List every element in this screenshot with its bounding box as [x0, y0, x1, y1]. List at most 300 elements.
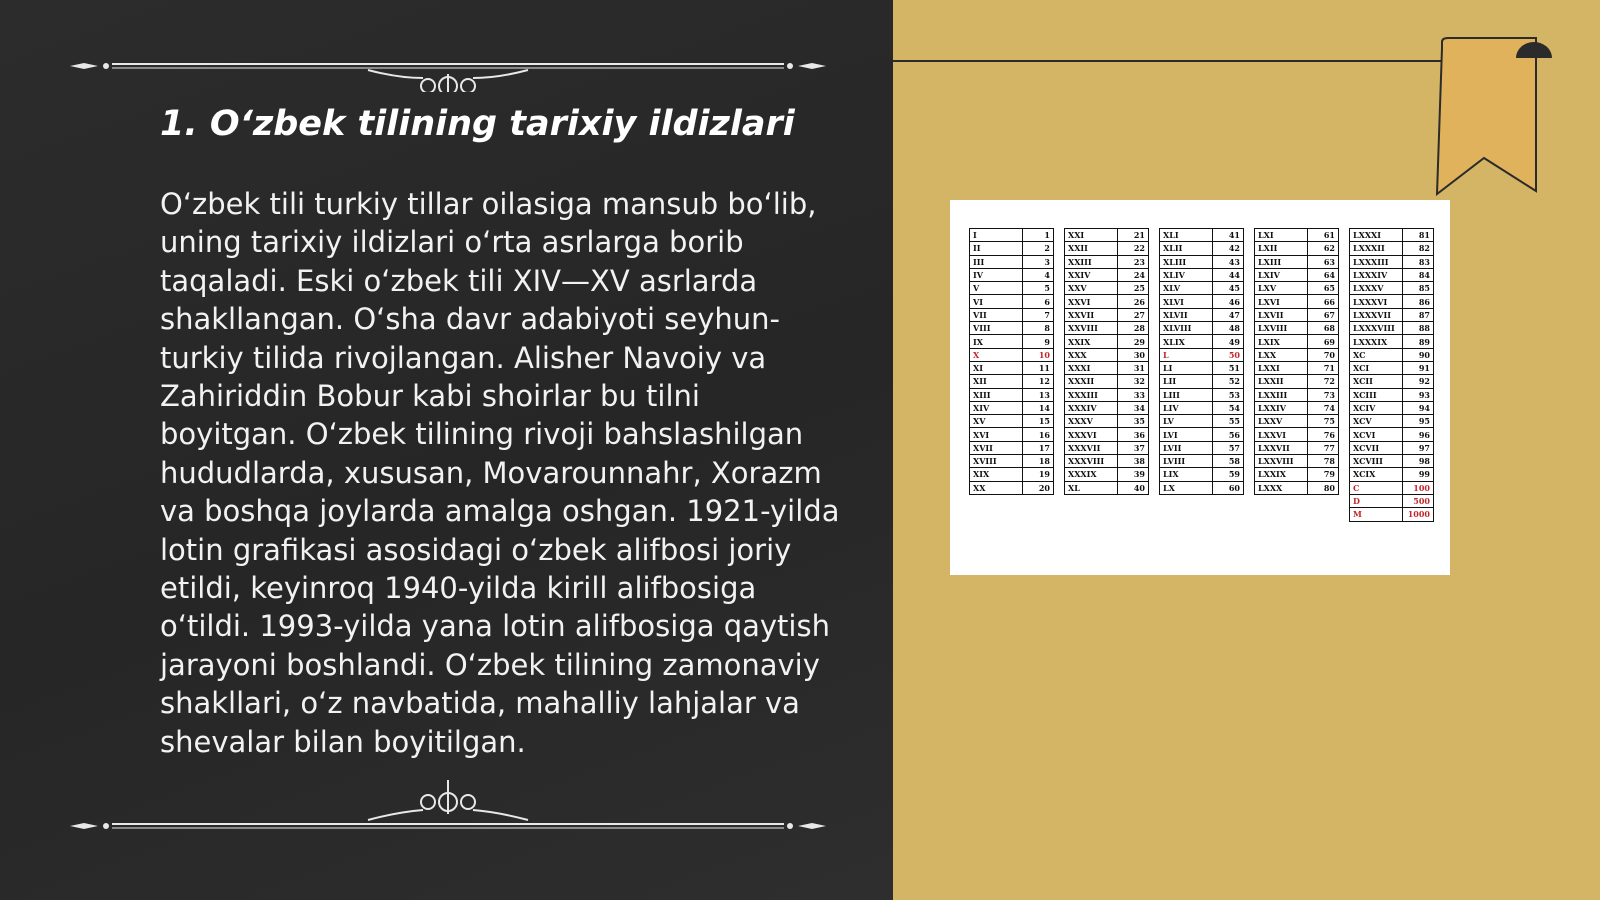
arabic-value: 93	[1403, 388, 1434, 401]
table-row	[1065, 348, 1149, 361]
arabic-value: 88	[1403, 322, 1434, 335]
table-row	[970, 441, 1054, 454]
roman-numeral: LXXIX	[1255, 468, 1308, 481]
table-row	[1350, 401, 1434, 414]
arabic-value: 12	[1023, 375, 1054, 388]
table-row	[1350, 229, 1434, 242]
arabic-value: 7	[1023, 308, 1054, 321]
arabic-value: 52	[1213, 375, 1244, 388]
arabic-value: 69	[1308, 335, 1339, 348]
arabic-value: 100	[1403, 481, 1434, 494]
table-row	[1160, 255, 1244, 268]
roman-numeral: XXXIII	[1065, 388, 1118, 401]
table-row	[1065, 295, 1149, 308]
table-row	[1350, 295, 1434, 308]
table-row	[1350, 494, 1434, 507]
table-row	[1350, 455, 1434, 468]
arabic-value: 40	[1118, 481, 1149, 494]
table-row	[1160, 282, 1244, 295]
arabic-value: 29	[1118, 335, 1149, 348]
table-row	[970, 348, 1054, 361]
roman-numeral: III	[970, 255, 1023, 268]
arabic-value: 19	[1023, 468, 1054, 481]
arabic-value: 45	[1213, 282, 1244, 295]
table-row	[1160, 348, 1244, 361]
table-row	[1065, 322, 1149, 335]
arabic-value: 67	[1308, 308, 1339, 321]
roman-numeral: D	[1350, 494, 1403, 507]
arabic-value: 42	[1213, 242, 1244, 255]
table-row	[1160, 428, 1244, 441]
roman-numeral: X	[970, 348, 1023, 361]
table-row	[1350, 361, 1434, 374]
arabic-value: 31	[1118, 361, 1149, 374]
roman-numeral: VIII	[970, 322, 1023, 335]
table-row	[1255, 308, 1339, 321]
table-row	[1350, 415, 1434, 428]
roman-numeral: XXXI	[1065, 361, 1118, 374]
arabic-value: 59	[1213, 468, 1244, 481]
table-row	[970, 361, 1054, 374]
roman-numeral: XXV	[1065, 282, 1118, 295]
table-row	[1255, 348, 1339, 361]
arabic-value: 85	[1403, 282, 1434, 295]
roman-numeral: LXIV	[1255, 268, 1308, 281]
table-row	[1065, 415, 1149, 428]
table-row	[970, 308, 1054, 321]
roman-numeral: XXVI	[1065, 295, 1118, 308]
top-ornament-icon	[68, 42, 828, 92]
table-row	[1160, 295, 1244, 308]
roman-numeral: LXXXV	[1350, 282, 1403, 295]
arabic-value: 63	[1308, 255, 1339, 268]
roman-numeral: LXIX	[1255, 335, 1308, 348]
arabic-value: 86	[1403, 295, 1434, 308]
arabic-value: 32	[1118, 375, 1149, 388]
table-row	[1065, 375, 1149, 388]
roman-numeral: XLVIII	[1160, 322, 1213, 335]
arabic-value: 9	[1023, 335, 1054, 348]
roman-numeral: LXVII	[1255, 308, 1308, 321]
table-row	[1350, 308, 1434, 321]
roman-numeral: LXXI	[1255, 361, 1308, 374]
arabic-value: 87	[1403, 308, 1434, 321]
table-row	[1255, 468, 1339, 481]
arabic-value: 99	[1403, 468, 1434, 481]
roman-table-column	[1159, 228, 1244, 495]
roman-numeral: XXIV	[1065, 268, 1118, 281]
roman-numeral: XCIV	[1350, 401, 1403, 414]
roman-numeral: XXXV	[1065, 415, 1118, 428]
arabic-value: 96	[1403, 428, 1434, 441]
arabic-value: 6	[1023, 295, 1054, 308]
arabic-value: 78	[1308, 455, 1339, 468]
roman-numeral: XXXVIII	[1065, 455, 1118, 468]
roman-numeral: XLIX	[1160, 335, 1213, 348]
table-row	[1255, 415, 1339, 428]
table-row	[970, 481, 1054, 494]
table-row	[1350, 335, 1434, 348]
arabic-value: 24	[1118, 268, 1149, 281]
table-row	[1160, 242, 1244, 255]
roman-numeral: VII	[970, 308, 1023, 321]
arabic-value: 77	[1308, 441, 1339, 454]
roman-numeral: LIII	[1160, 388, 1213, 401]
arabic-value: 14	[1023, 401, 1054, 414]
table-row	[1160, 308, 1244, 321]
arabic-value: 62	[1308, 242, 1339, 255]
roman-numeral: LXXVIII	[1255, 455, 1308, 468]
roman-numeral: V	[970, 282, 1023, 295]
table-row	[1065, 428, 1149, 441]
roman-numeral: XVIII	[970, 455, 1023, 468]
arabic-value: 55	[1213, 415, 1244, 428]
roman-table-column	[1349, 228, 1434, 522]
arabic-value: 84	[1403, 268, 1434, 281]
arabic-value: 79	[1308, 468, 1339, 481]
table-row	[970, 268, 1054, 281]
arabic-value: 3	[1023, 255, 1054, 268]
arabic-value: 11	[1023, 361, 1054, 374]
arabic-value: 95	[1403, 415, 1434, 428]
roman-numeral: XXXII	[1065, 375, 1118, 388]
roman-numeral: LII	[1160, 375, 1213, 388]
table-row	[1255, 361, 1339, 374]
roman-numeral: IX	[970, 335, 1023, 348]
roman-numeral: LXXXVIII	[1350, 322, 1403, 335]
arabic-value: 47	[1213, 308, 1244, 321]
arabic-value: 20	[1023, 481, 1054, 494]
roman-numeral: XIX	[970, 468, 1023, 481]
roman-numeral: XV	[970, 415, 1023, 428]
table-row	[1350, 388, 1434, 401]
table-row	[1065, 229, 1149, 242]
roman-numeral: XLVI	[1160, 295, 1213, 308]
roman-numeral: LXVI	[1255, 295, 1308, 308]
arabic-value: 41	[1213, 229, 1244, 242]
table-row	[1350, 255, 1434, 268]
table-row	[970, 322, 1054, 335]
roman-numeral: XCVII	[1350, 441, 1403, 454]
arabic-value: 74	[1308, 401, 1339, 414]
arabic-value: 48	[1213, 322, 1244, 335]
table-row	[1255, 229, 1339, 242]
arabic-value: 15	[1023, 415, 1054, 428]
arabic-value: 1000	[1403, 508, 1434, 521]
table-row	[970, 255, 1054, 268]
roman-numeral: XXXIV	[1065, 401, 1118, 414]
roman-table-column	[1254, 228, 1339, 495]
roman-numeral: XIV	[970, 401, 1023, 414]
arabic-value: 22	[1118, 242, 1149, 255]
table-row	[970, 335, 1054, 348]
roman-numeral: II	[970, 242, 1023, 255]
arabic-value: 92	[1403, 375, 1434, 388]
arabic-value: 17	[1023, 441, 1054, 454]
arabic-value: 46	[1213, 295, 1244, 308]
roman-numeral: LXIII	[1255, 255, 1308, 268]
arabic-value: 72	[1308, 375, 1339, 388]
roman-numeral: LI	[1160, 361, 1213, 374]
arabic-value: 66	[1308, 295, 1339, 308]
roman-numeral: LXXVI	[1255, 428, 1308, 441]
roman-numeral: LXXXIII	[1350, 255, 1403, 268]
roman-numeral: XXI	[1065, 229, 1118, 242]
arabic-value: 98	[1403, 455, 1434, 468]
roman-numeral: XLIV	[1160, 268, 1213, 281]
roman-numeral: XCI	[1350, 361, 1403, 374]
arabic-value: 97	[1403, 441, 1434, 454]
roman-numeral: LVIII	[1160, 455, 1213, 468]
roman-numeral: XCVI	[1350, 428, 1403, 441]
arabic-value: 34	[1118, 401, 1149, 414]
table-row	[1160, 455, 1244, 468]
arabic-value: 2	[1023, 242, 1054, 255]
table-row	[1255, 242, 1339, 255]
roman-numerals-image	[950, 200, 1450, 575]
table-row	[1160, 401, 1244, 414]
table-row	[1065, 255, 1149, 268]
roman-numeral: LXXIV	[1255, 401, 1308, 414]
table-row	[1160, 441, 1244, 454]
arabic-value: 53	[1213, 388, 1244, 401]
table-row	[1065, 455, 1149, 468]
arabic-value: 56	[1213, 428, 1244, 441]
table-row	[1255, 322, 1339, 335]
table-row	[1255, 255, 1339, 268]
arabic-value: 58	[1213, 455, 1244, 468]
roman-numeral: XXXIX	[1065, 468, 1118, 481]
table-row	[1160, 375, 1244, 388]
table-row	[1255, 375, 1339, 388]
bottom-ornament-icon	[68, 780, 828, 830]
table-row	[970, 295, 1054, 308]
roman-numeral: XLI	[1160, 229, 1213, 242]
table-row	[1065, 242, 1149, 255]
roman-numeral: LXV	[1255, 282, 1308, 295]
arabic-value: 64	[1308, 268, 1339, 281]
table-row	[1255, 335, 1339, 348]
divider-line	[893, 60, 1443, 62]
roman-numeral: XCIX	[1350, 468, 1403, 481]
arabic-value: 26	[1118, 295, 1149, 308]
roman-numeral: XIII	[970, 388, 1023, 401]
arabic-value: 49	[1213, 335, 1244, 348]
roman-numeral: LV	[1160, 415, 1213, 428]
arabic-value: 80	[1308, 481, 1339, 494]
roman-numeral: LXII	[1255, 242, 1308, 255]
roman-numeral: XLV	[1160, 282, 1213, 295]
roman-numeral: XLII	[1160, 242, 1213, 255]
arabic-value: 70	[1308, 348, 1339, 361]
arabic-value: 89	[1403, 335, 1434, 348]
roman-numeral: XVII	[970, 441, 1023, 454]
arabic-value: 61	[1308, 229, 1339, 242]
roman-numeral: L	[1160, 348, 1213, 361]
arabic-value: 91	[1403, 361, 1434, 374]
table-row	[970, 242, 1054, 255]
arabic-value: 28	[1118, 322, 1149, 335]
arabic-value: 50	[1213, 348, 1244, 361]
roman-numeral: LVII	[1160, 441, 1213, 454]
table-row	[1255, 455, 1339, 468]
roman-numeral: XLVII	[1160, 308, 1213, 321]
table-row	[1350, 441, 1434, 454]
roman-numeral: XXIII	[1065, 255, 1118, 268]
roman-numeral: IV	[970, 268, 1023, 281]
arabic-value: 1	[1023, 229, 1054, 242]
table-row	[970, 401, 1054, 414]
arabic-value: 57	[1213, 441, 1244, 454]
roman-numeral: XXX	[1065, 348, 1118, 361]
table-row	[1065, 468, 1149, 481]
arabic-value: 60	[1213, 481, 1244, 494]
table-row	[1065, 401, 1149, 414]
roman-numeral: LXI	[1255, 229, 1308, 242]
table-row	[1350, 348, 1434, 361]
arabic-value: 8	[1023, 322, 1054, 335]
roman-numeral: LXXXVI	[1350, 295, 1403, 308]
roman-numeral: LXXV	[1255, 415, 1308, 428]
table-row	[1160, 481, 1244, 494]
roman-numeral: XXIX	[1065, 335, 1118, 348]
roman-table-column	[969, 228, 1054, 495]
roman-numeral: VI	[970, 295, 1023, 308]
roman-numeral: XII	[970, 375, 1023, 388]
arabic-value: 82	[1403, 242, 1434, 255]
table-row	[1350, 375, 1434, 388]
roman-numeral: XCII	[1350, 375, 1403, 388]
roman-numeral: M	[1350, 508, 1403, 521]
roman-numeral: I	[970, 229, 1023, 242]
arabic-value: 90	[1403, 348, 1434, 361]
table-row	[1065, 282, 1149, 295]
table-row	[1350, 508, 1434, 521]
roman-numeral: XXVII	[1065, 308, 1118, 321]
roman-numeral: LXXXIV	[1350, 268, 1403, 281]
arabic-value: 36	[1118, 428, 1149, 441]
table-row	[1350, 481, 1434, 494]
table-row	[1255, 428, 1339, 441]
roman-table-column	[1064, 228, 1149, 495]
table-row	[1350, 282, 1434, 295]
table-row	[970, 388, 1054, 401]
table-row	[1255, 268, 1339, 281]
roman-numeral: XI	[970, 361, 1023, 374]
arabic-value: 83	[1403, 255, 1434, 268]
roman-numeral: LXXII	[1255, 375, 1308, 388]
roman-numeral: LVI	[1160, 428, 1213, 441]
table-row	[1255, 388, 1339, 401]
arabic-value: 21	[1118, 229, 1149, 242]
arabic-value: 39	[1118, 468, 1149, 481]
roman-numeral: C	[1350, 481, 1403, 494]
roman-numeral: LX	[1160, 481, 1213, 494]
roman-numeral: XXII	[1065, 242, 1118, 255]
roman-numeral: LIX	[1160, 468, 1213, 481]
table-row	[970, 468, 1054, 481]
table-row	[1350, 468, 1434, 481]
roman-numeral: LIV	[1160, 401, 1213, 414]
roman-numeral: LXXXIX	[1350, 335, 1403, 348]
roman-numeral: XLIII	[1160, 255, 1213, 268]
table-row	[970, 415, 1054, 428]
arabic-value: 75	[1308, 415, 1339, 428]
arabic-value: 25	[1118, 282, 1149, 295]
arabic-value: 4	[1023, 268, 1054, 281]
arabic-value: 10	[1023, 348, 1054, 361]
table-row	[970, 282, 1054, 295]
table-row	[1065, 308, 1149, 321]
roman-numeral: LXXX	[1255, 481, 1308, 494]
arabic-value: 68	[1308, 322, 1339, 335]
arabic-value: 71	[1308, 361, 1339, 374]
roman-numeral: XXXVII	[1065, 441, 1118, 454]
table-row	[1160, 322, 1244, 335]
arabic-value: 81	[1403, 229, 1434, 242]
table-row	[1160, 361, 1244, 374]
table-row	[1350, 322, 1434, 335]
table-row	[1065, 388, 1149, 401]
roman-numeral: LXXXI	[1350, 229, 1403, 242]
table-row	[1255, 401, 1339, 414]
table-row	[1065, 481, 1149, 494]
roman-numeral: LXXIII	[1255, 388, 1308, 401]
table-row	[970, 229, 1054, 242]
table-row	[1160, 268, 1244, 281]
table-row	[1160, 335, 1244, 348]
roman-numeral: XL	[1065, 481, 1118, 494]
slide-body-text: O‘zbek tili turkiy tillar oilasiga mansub bo‘lib, uning tarixiy ildizlari o‘rta asrlarga borib taqaladi. Eski o‘zbek tili XIV—XV asrlarda shakllangan. O‘sha davr adabiyoti seyhun-turkiy tilida rivojlangan. Alisher Navoiy va Zahiriddin Bobur kabi shoirlar bu tilni boyitgan. O‘zbek tilining rivoji bahslashilgan hududlarda, xususan, Movarounnahr, Xorazm va boshqa joylarda amalga oshgan. 1921-yilda lotin grafikasi asosidagi o‘zbek alifbosi joriy etildi, keyinroq 1940-yilda kirill alifbosiga o‘tildi. 1993-yilda yana lotin alifbosiga qaytish jarayoni boshlandi. O‘zbek tilining zamonaviy shakllari, o‘z navbatida, mahalliy lahjalar va shevalar bilan boyitilgan.	[160, 187, 840, 759]
roman-numeral: XXVIII	[1065, 322, 1118, 335]
table-row	[1160, 415, 1244, 428]
arabic-value: 51	[1213, 361, 1244, 374]
table-row	[1255, 441, 1339, 454]
arabic-value: 33	[1118, 388, 1149, 401]
arabic-value: 44	[1213, 268, 1244, 281]
arabic-value: 65	[1308, 282, 1339, 295]
roman-numeral: XXXVI	[1065, 428, 1118, 441]
roman-numeral: LXX	[1255, 348, 1308, 361]
arabic-value: 54	[1213, 401, 1244, 414]
bookmark-ribbon-icon	[1432, 36, 1552, 196]
roman-numeral: XCV	[1350, 415, 1403, 428]
table-row	[1350, 242, 1434, 255]
table-row	[1160, 468, 1244, 481]
table-row	[1255, 295, 1339, 308]
arabic-value: 500	[1403, 494, 1434, 507]
table-row	[1065, 335, 1149, 348]
table-row	[1065, 441, 1149, 454]
arabic-value: 76	[1308, 428, 1339, 441]
roman-numeral: XC	[1350, 348, 1403, 361]
arabic-value: 13	[1023, 388, 1054, 401]
arabic-value: 23	[1118, 255, 1149, 268]
arabic-value: 30	[1118, 348, 1149, 361]
arabic-value: 35	[1118, 415, 1149, 428]
roman-numeral: XVI	[970, 428, 1023, 441]
arabic-value: 27	[1118, 308, 1149, 321]
table-row	[970, 428, 1054, 441]
arabic-value: 73	[1308, 388, 1339, 401]
table-row	[970, 455, 1054, 468]
roman-numeral: LXXVII	[1255, 441, 1308, 454]
table-row	[1065, 268, 1149, 281]
arabic-value: 16	[1023, 428, 1054, 441]
arabic-value: 18	[1023, 455, 1054, 468]
table-row	[1160, 229, 1244, 242]
roman-numeral: XCIII	[1350, 388, 1403, 401]
